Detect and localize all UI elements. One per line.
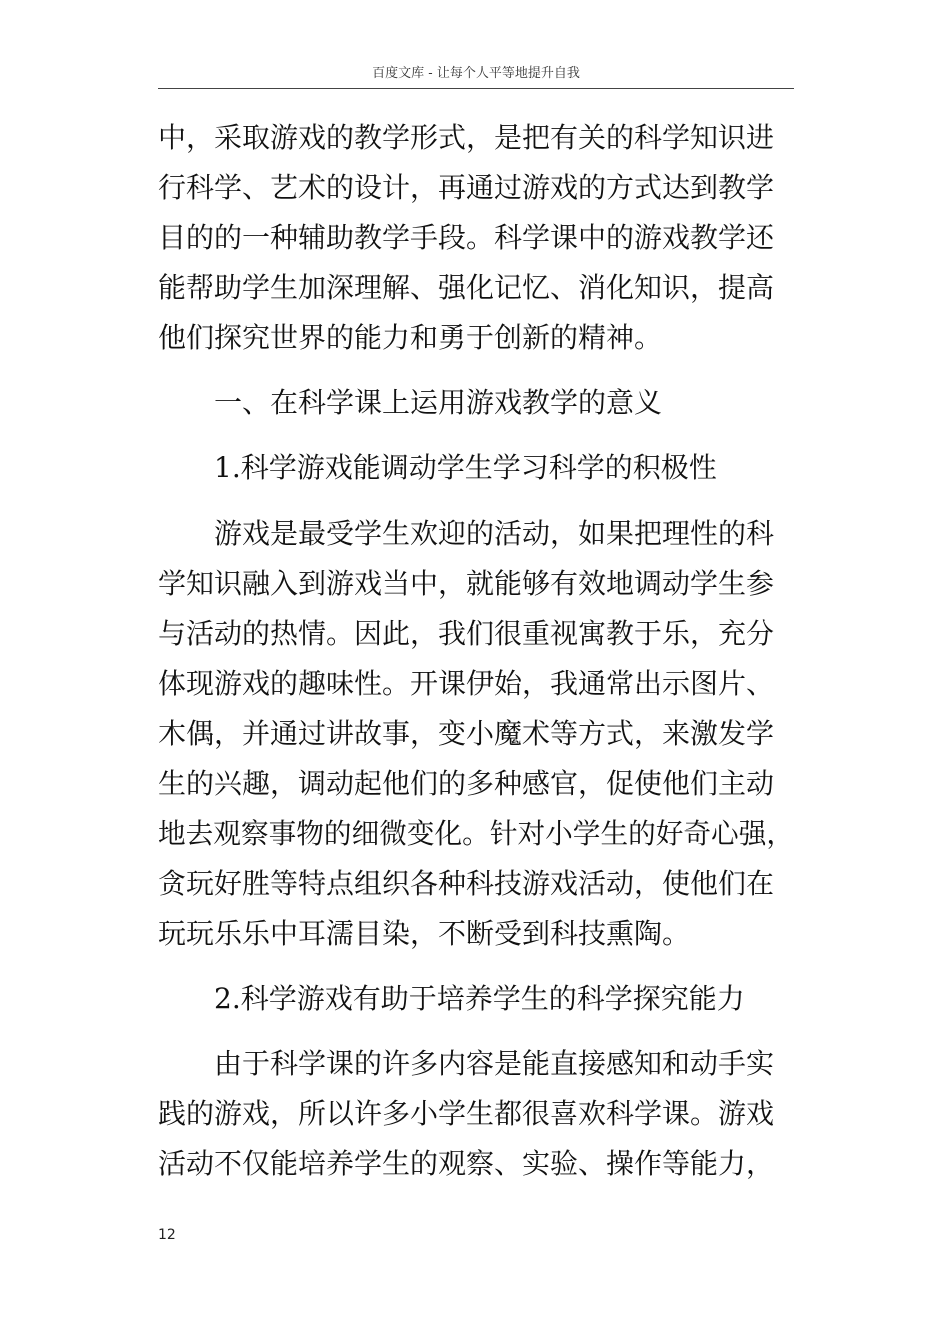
body-line: 中，采取游戏的教学形式，是把有关的科学知识进: [158, 121, 775, 154]
body-line: 活动不仅能培养学生的观察、实验、操作等能力，: [158, 1147, 775, 1180]
body-line: 木偶，并通过讲故事，变小魔术等方式，来激发学: [158, 717, 775, 750]
header-text: 百度文库 - 让每个人平等地提升自我: [372, 66, 580, 81]
body-line: 他们探究世界的能力和勇于创新的精神。: [158, 321, 663, 354]
body-line: 地去观察事物的细微变化。针对小学生的好奇心强，: [158, 817, 795, 850]
body-line: 由于科学课的许多内容是能直接感知和动手实: [214, 1047, 775, 1080]
body-line: 贪玩好胜等特点组织各种科技游戏活动，使他们在: [158, 867, 775, 900]
body-line: 体现游戏的趣味性。开课伊始，我通常出示图片、: [158, 667, 775, 700]
subsection-heading: 2.科学游戏有助于培养学生的科学探究能力: [214, 982, 745, 1015]
body-line: 生的兴趣，调动起他们的多种感官，促使他们主动: [158, 767, 775, 800]
body-line: 学知识融入到游戏当中，就能够有效地调动学生参: [158, 567, 775, 600]
subsection-heading: 1.科学游戏能调动学生学习科学的积极性: [214, 451, 717, 484]
page-number: 12: [158, 1227, 176, 1243]
body-line: 践的游戏，所以许多小学生都很喜欢科学课。游戏: [158, 1097, 775, 1130]
body-line: 玩玩乐乐中耳濡目染，不断受到科技熏陶。: [158, 917, 691, 950]
body-line: 游戏是最受学生欢迎的活动，如果把理性的科: [214, 517, 775, 550]
body-line: 与活动的热情。因此，我们很重视寓教于乐，充分: [158, 617, 775, 650]
section-heading: 一、在科学课上运用游戏教学的意义: [214, 386, 663, 419]
body-line: 目的的一种辅助教学手段。科学课中的游戏教学还: [158, 221, 775, 254]
body-line: 能帮助学生加深理解、强化记忆、消化知识，提高: [158, 271, 775, 304]
page-header: [158, 66, 794, 89]
body-line: 行科学、艺术的设计，再通过游戏的方式达到教学: [158, 171, 775, 204]
